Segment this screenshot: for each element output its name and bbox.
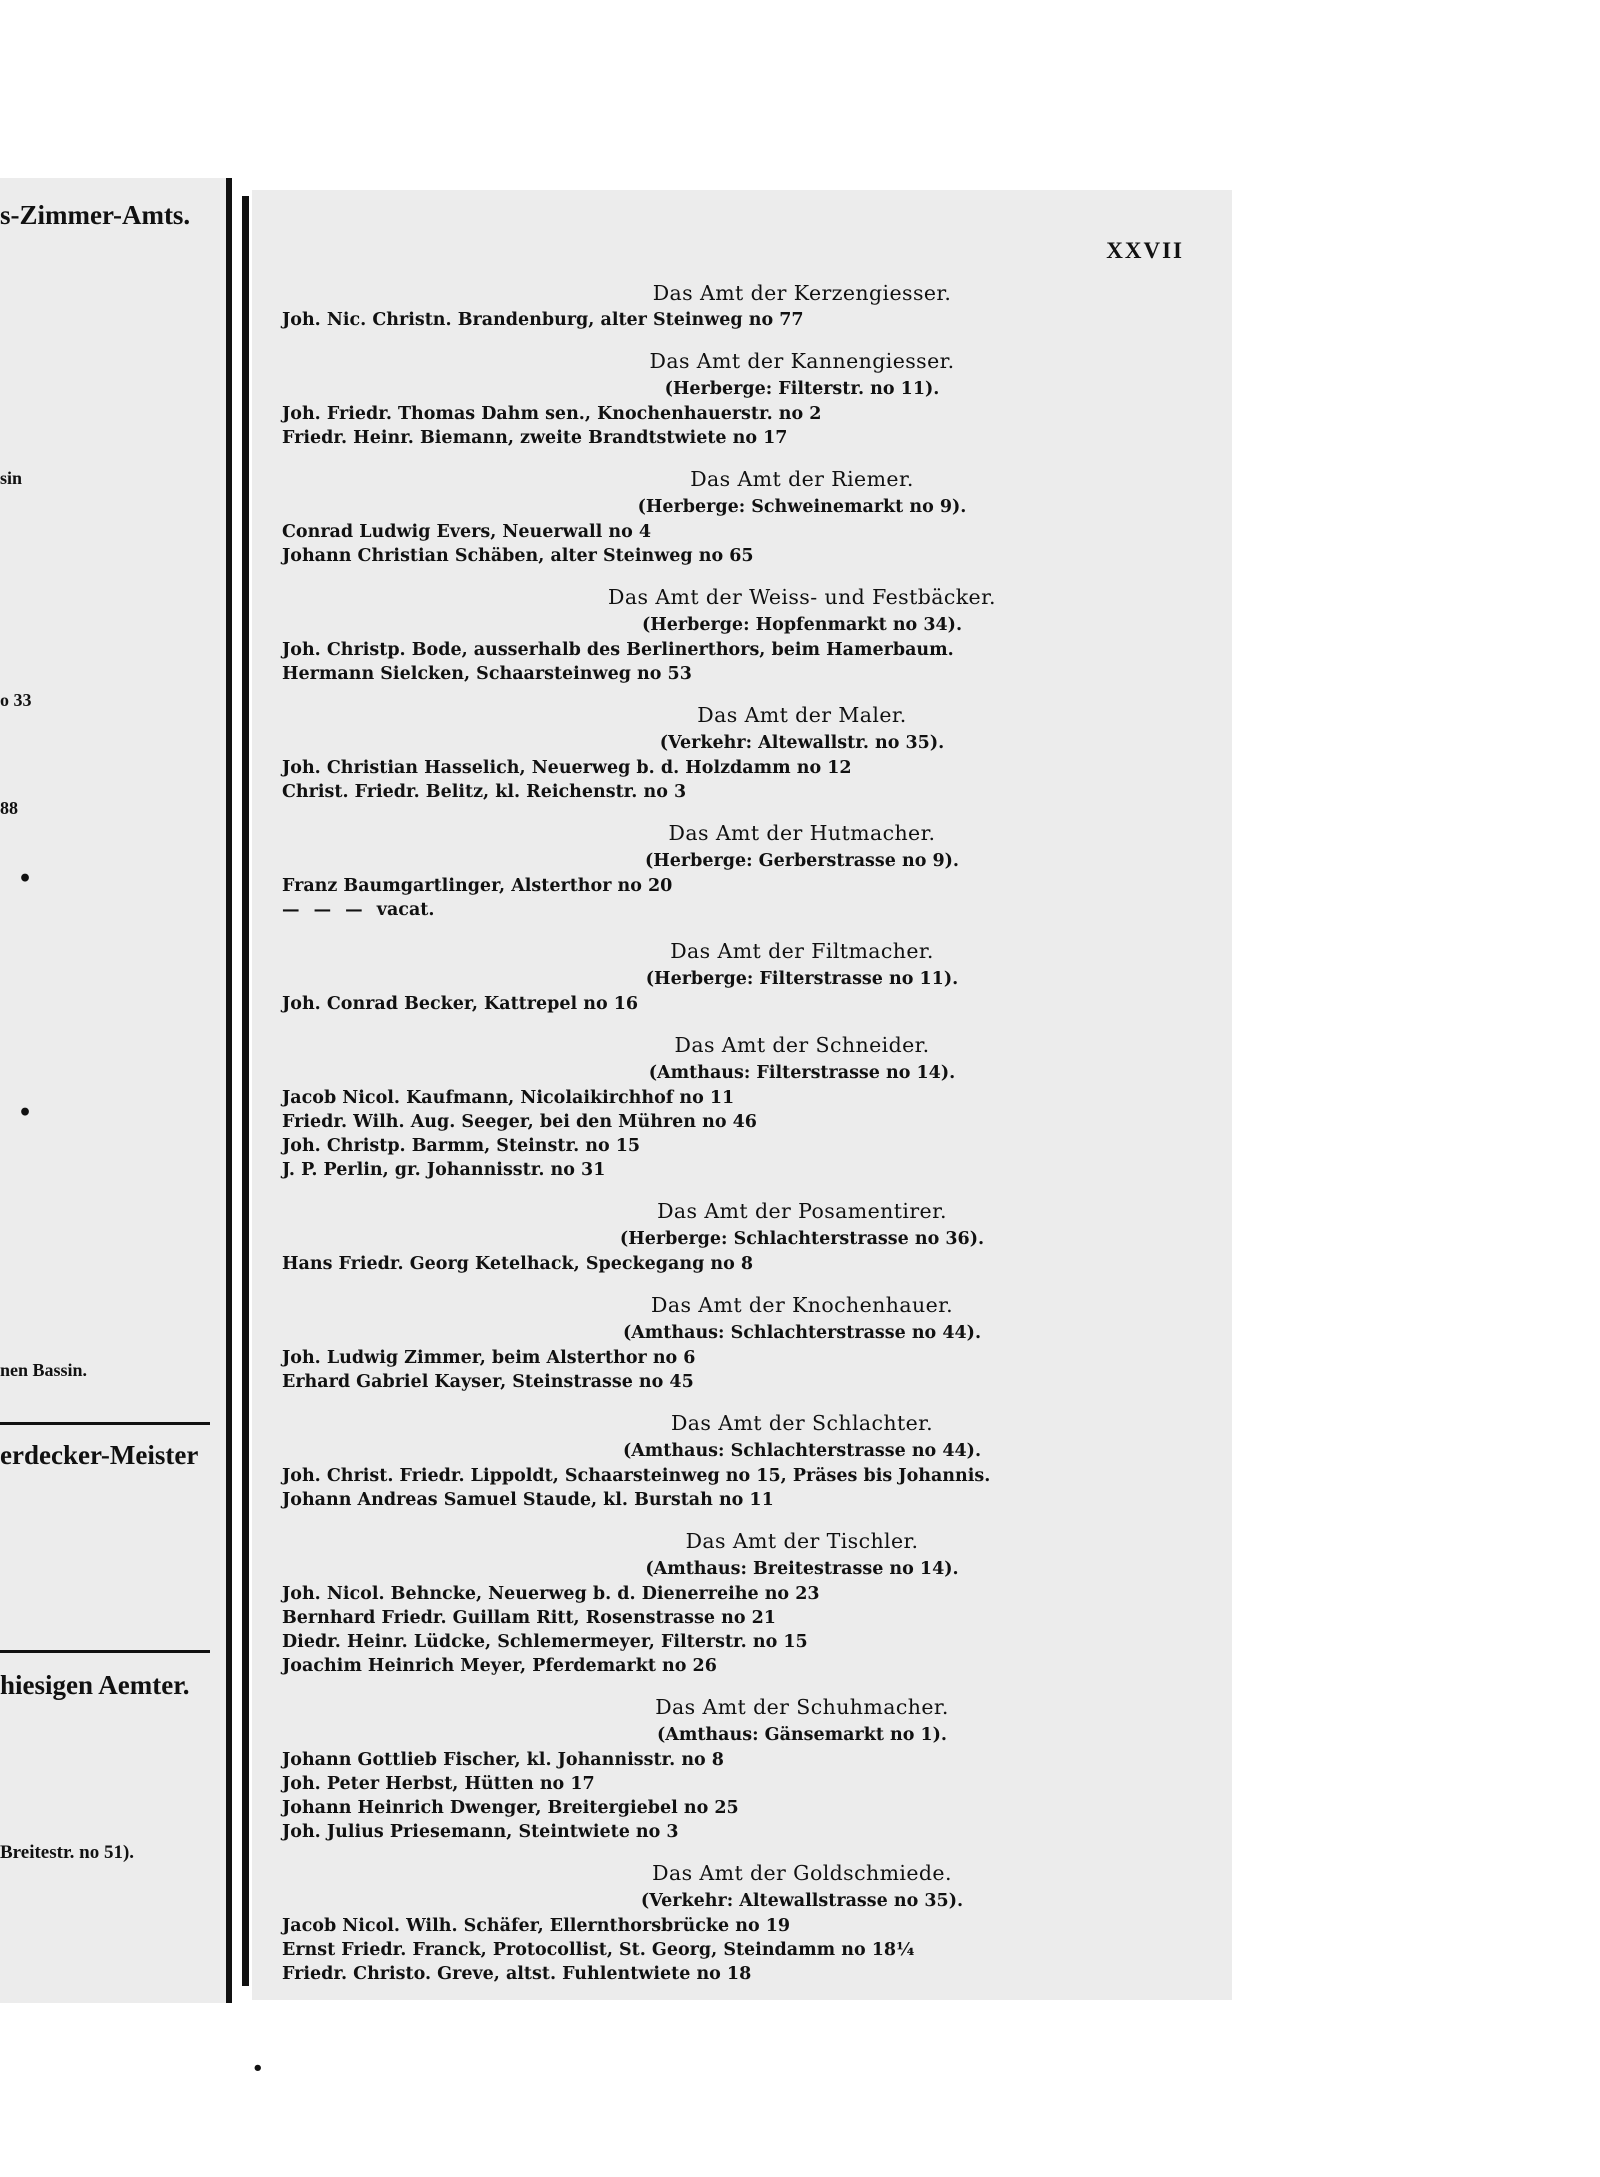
page-number: XXVII	[1106, 238, 1184, 263]
guild-section	[282, 1858, 1202, 1986]
guild-title: Das Amt der Schneider.	[674, 1033, 930, 1057]
guild-section	[282, 818, 1202, 922]
guild-meeting-place: (Verkehr: Altewallstr. no 35).	[659, 733, 945, 753]
guild-section	[282, 1526, 1202, 1678]
member-entry: Joachim Heinrich Meyer, Pferdemarkt no 26	[282, 1656, 717, 1676]
guild-title: Das Amt der Schlachter.	[670, 1411, 934, 1435]
guild-section	[282, 1408, 1202, 1512]
member-entry: Joh. Ludwig Zimmer, beim Alsterthor no 6	[282, 1348, 696, 1368]
guild-section	[282, 346, 1202, 450]
member-entry: — — — vacat.	[282, 900, 435, 920]
member-entry: Bernhard Friedr. Guillam Ritt, Rosenstrasse no 21	[282, 1608, 776, 1628]
guild-meeting-place: (Herberge: Schweinemarkt no 9).	[637, 497, 967, 517]
left-fragment-line: nen Bassin.	[0, 1360, 88, 1380]
member-entry: Ernst Friedr. Franck, Protocollist, St. Georg, Steindamm no 18¼	[282, 1940, 915, 1960]
margin-mark: •	[18, 1100, 33, 1126]
member-entry: Diedr. Heinr. Lüdcke, Schlemermeyer, Filterstr. no 15	[282, 1632, 808, 1652]
member-entry: Johann Heinrich Dwenger, Breitergiebel no 25	[282, 1798, 739, 1818]
guild-title: Das Amt der Schuhmacher.	[655, 1695, 949, 1719]
guild-title: Das Amt der Kannengiesser.	[649, 349, 955, 373]
page	[252, 190, 1232, 2000]
guild-title: Das Amt der Riemer.	[690, 467, 914, 491]
member-entry: Joh. Christp. Bode, ausserhalb des Berlinerthors, beim Hamerbaum.	[282, 640, 954, 660]
guild-meeting-place: (Amthaus: Schlachterstrasse no 44).	[622, 1323, 982, 1343]
guild-meeting-place: (Amthaus: Gänsemarkt no 1).	[656, 1725, 948, 1745]
guild-title: Das Amt der Goldschmiede.	[652, 1861, 952, 1885]
member-entry: Johann Gottlieb Fischer, kl. Johannisstr. no 8	[282, 1750, 724, 1770]
left-fragment-line: hiesigen Aemter.	[0, 1670, 190, 1700]
guild-section	[282, 936, 1202, 1016]
guild-section	[282, 700, 1202, 804]
left-fragment-line: Breitestr. no 51).	[0, 1842, 135, 1863]
left-fragment-rule	[0, 1422, 210, 1425]
guild-meeting-place: (Herberge: Hopfenmarkt no 34).	[641, 615, 963, 635]
left-fragment-line: s-Zimmer-Amts.	[0, 200, 191, 230]
gutter-shadow	[242, 196, 249, 1986]
margin-mark: •	[18, 866, 33, 892]
guild-list	[282, 278, 1202, 2000]
left-fragment-rule	[0, 1650, 210, 1653]
guild-title: Das Amt der Posamentirer.	[657, 1199, 947, 1223]
guild-meeting-place: (Amthaus: Schlachterstrasse no 44).	[622, 1441, 982, 1461]
member-entry: Joh. Friedr. Thomas Dahm sen., Knochenhauerstr. no 2	[282, 404, 822, 424]
member-entry: Joh. Christ. Friedr. Lippoldt, Schaarsteinweg no 15, Präses bis Johannis.	[282, 1466, 991, 1486]
guild-meeting-place: (Amthaus: Breitestrasse no 14).	[645, 1559, 959, 1579]
member-entry: J. P. Perlin, gr. Johannisstr. no 31	[282, 1160, 606, 1180]
member-entry: Friedr. Wilh. Aug. Seeger, bei den Mühren no 46	[282, 1112, 757, 1132]
guild-title: Das Amt der Kerzengiesser.	[652, 281, 952, 305]
member-entry: Erhard Gabriel Kayser, Steinstrasse no 45	[282, 1372, 694, 1392]
member-entry: Joh. Conrad Becker, Kattrepel no 16	[282, 994, 639, 1014]
guild-title: Das Amt der Tischler.	[685, 1529, 919, 1553]
guild-meeting-place: (Herberge: Gerberstrasse no 9).	[644, 851, 960, 871]
previous-page-fragment	[0, 178, 232, 2003]
member-entry: Jacob Nicol. Kaufmann, Nicolaikirchhof no 11	[282, 1088, 735, 1108]
guild-section	[282, 464, 1202, 568]
guild-section	[282, 1030, 1202, 1182]
member-entry: Friedr. Heinr. Biemann, zweite Brandtstwiete no 17	[282, 428, 788, 448]
member-entry: Joh. Julius Priesemann, Steintwiete no 3	[282, 1822, 679, 1842]
guild-meeting-place: (Verkehr: Altewallstrasse no 35).	[640, 1891, 964, 1911]
guild-meeting-place: (Herberge: Filterstr. no 11).	[664, 379, 940, 399]
member-entry: Johann Andreas Samuel Staude, kl. Burstah no 11	[282, 1490, 774, 1510]
guild-meeting-place: (Herberge: Schlachterstrasse no 36).	[619, 1229, 985, 1249]
member-entry: Joh. Peter Herbst, Hütten no 17	[282, 1774, 595, 1794]
member-entry: Johann Christian Schäben, alter Steinweg no 65	[282, 546, 754, 566]
member-entry: Christ. Friedr. Belitz, kl. Reichenstr. no 3	[282, 782, 687, 802]
guild-title: Das Amt der Maler.	[697, 703, 907, 727]
guild-section	[282, 582, 1202, 686]
member-entry: Joh. Nic. Christn. Brandenburg, alter Steinweg no 77	[282, 310, 804, 330]
guild-title: Das Amt der Weiss- und Festbäcker.	[608, 585, 996, 609]
guild-title: Das Amt der Knochenhauer.	[651, 1293, 953, 1317]
member-entry: Joh. Christp. Barmm, Steinstr. no 15	[282, 1136, 641, 1156]
guild-section	[282, 1196, 1202, 1276]
member-entry: Joh. Christian Hasselich, Neuerweg b. d. Holzdamm no 12	[282, 758, 852, 778]
left-fragment-line: erdecker-Meister	[0, 1440, 199, 1470]
guild-meeting-place: (Amthaus: Filterstrasse no 14).	[648, 1063, 956, 1083]
guild-section	[282, 278, 1202, 332]
guild-meeting-place: (Herberge: Filterstrasse no 11).	[645, 969, 959, 989]
guild-section	[282, 1692, 1202, 1844]
guild-title: Das Amt der Hutmacher.	[668, 821, 936, 845]
left-fragment-line: o 33	[0, 690, 32, 710]
member-entry: Friedr. Christo. Greve, altst. Fuhlentwiete no 18	[282, 1964, 752, 1984]
member-entry: Hermann Sielcken, Schaarsteinweg no 53	[282, 664, 692, 684]
member-entry: Jacob Nicol. Wilh. Schäfer, Ellernthorsbrücke no 19	[282, 1916, 791, 1936]
margin-mark: •	[252, 2058, 264, 2079]
member-entry: Conrad Ludwig Evers, Neuerwall no 4	[282, 522, 652, 542]
member-entry: Hans Friedr. Georg Ketelhack, Speckegang no 8	[282, 1254, 754, 1274]
left-fragment-line: 88	[0, 798, 18, 818]
member-entry: Joh. Nicol. Behncke, Neuerweg b. d. Dienerreihe no 23	[282, 1584, 820, 1604]
left-fragment-line: sin	[0, 468, 23, 488]
guild-section	[282, 1290, 1202, 1394]
member-entry: Franz Baumgartlinger, Alsterthor no 20	[282, 876, 673, 896]
guild-title: Das Amt der Filtmacher.	[670, 939, 934, 963]
